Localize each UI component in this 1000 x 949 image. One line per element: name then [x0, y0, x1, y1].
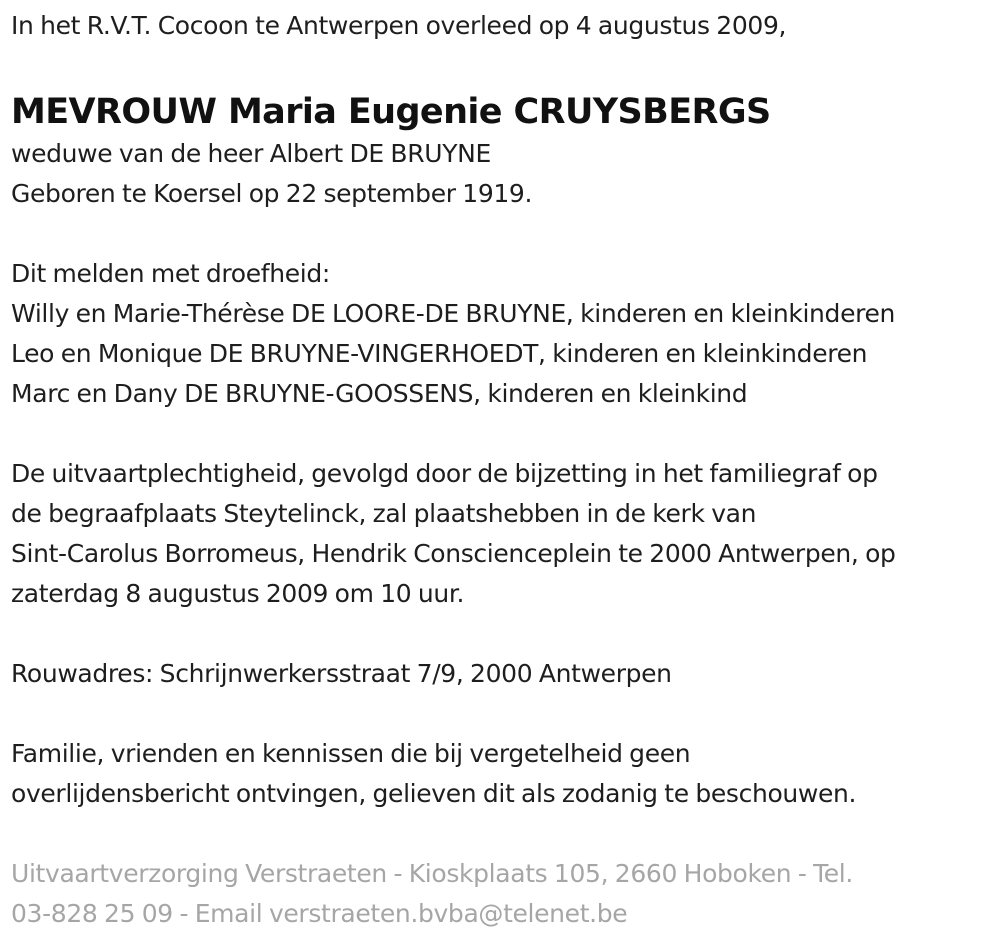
funeral-home-line: Uitvaartverzorging Verstraeten - Kioskplaats 105, 2660 Hoboken - Tel. — [11, 859, 853, 888]
ceremony-line: De uitvaartplechtigheid, gevolgd door de bijzetting in het familiegraf op — [11, 459, 878, 488]
deceased-name: MEVROUW Maria Eugenie CRUYSBERGS — [11, 92, 771, 132]
announcer-line: Leo en Monique DE BRUYNE-VINGERHOEDT, kinderen en kleinkinderen — [11, 339, 868, 368]
spacer — [11, 214, 996, 254]
spacer — [11, 414, 996, 454]
intro-text: In het R.V.T. Cocoon te Antwerpen overleed op 4 augustus 2009, — [11, 11, 787, 40]
announcer-line: Marc en Dany DE BRUYNE-GOOSSENS, kinderen en kleinkind — [11, 379, 748, 408]
widow-of-text: weduwe van de heer Albert DE BRUYNE — [11, 139, 491, 168]
spacer — [11, 694, 996, 734]
spacer — [11, 814, 996, 854]
spacer — [11, 614, 996, 654]
death-notice — [11, 0, 996, 934]
closing-line: overlijdensbericht ontvingen, gelieven dit als zodanig te beschouwen. — [11, 779, 857, 808]
ceremony-line: de begraafplaats Steytelinck, zal plaatshebben in de kerk van — [11, 499, 757, 528]
ceremony-line: Sint-Carolus Borromeus, Hendrik Conscienceplein te 2000 Antwerpen, op — [11, 539, 896, 568]
mourning-address: Rouwadres: Schrijnwerkersstraat 7/9, 2000 Antwerpen — [11, 659, 672, 688]
funeral-home-contact: 03-828 25 09 - Email verstraeten.bvba@telenet.be — [11, 899, 628, 928]
ceremony-line: zaterdag 8 augustus 2009 om 10 uur. — [11, 579, 465, 608]
closing-line: Familie, vrienden en kennissen die bij vergetelheid geen — [11, 739, 691, 768]
birth-text: Geboren te Koersel op 22 september 1919. — [11, 179, 533, 208]
announcer-line: Willy en Marie-Thérèse DE LOORE-DE BRUYNE, kinderen en kleinkinderen — [11, 299, 896, 328]
announcers-heading: Dit melden met droefheid: — [11, 259, 330, 288]
